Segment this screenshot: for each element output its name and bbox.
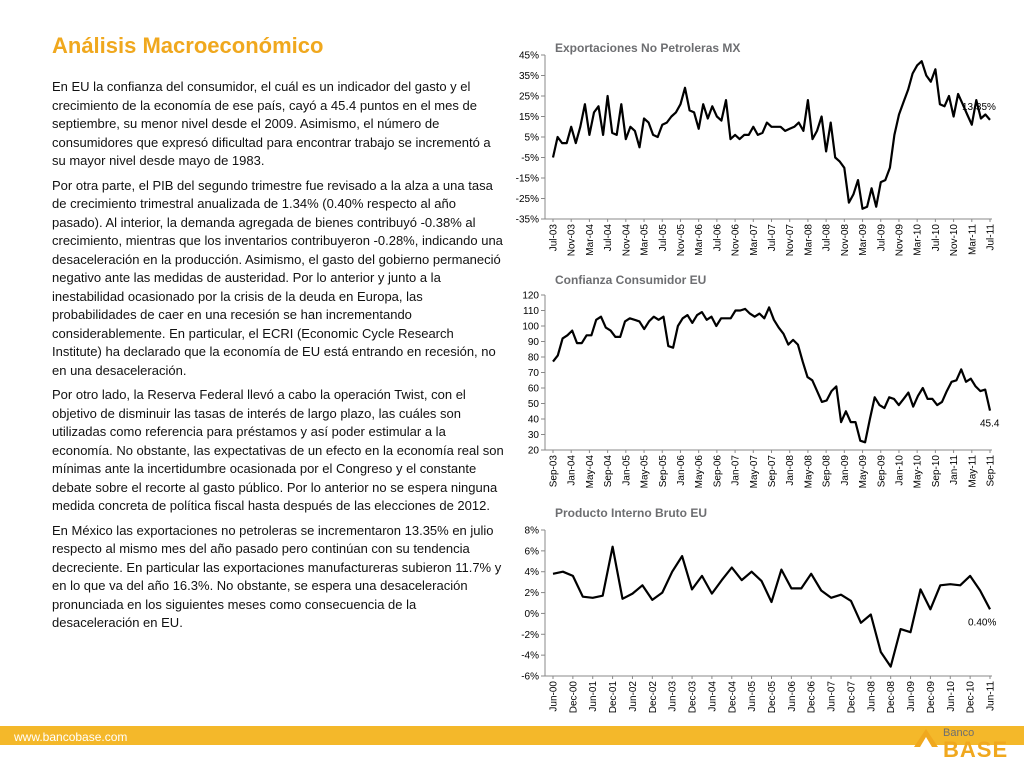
x-tick-label: Jan-07 [730,455,742,486]
x-tick-label: Dec-03 [687,681,699,714]
y-tick-label: 100 [522,321,539,333]
x-tick-label: May-04 [584,455,596,489]
x-tick-label: Sep-07 [767,455,778,488]
chart-title-gdp: Producto Interno Bruto EU [555,506,707,520]
y-tick-label: 120 [522,290,539,302]
x-tick-label: Mar-09 [858,224,870,256]
x-tick-label: Jul-04 [603,224,615,252]
y-tick-label: -5% [521,153,539,164]
x-tick-label: Mar-08 [803,224,815,256]
paragraph-gdp: Por otra parte, el PIB del segundo trimestre fue revisado a la alza a una tasa de crecimiento trimestral anualizada de 1.34% (0.40% respecto al año pasado). Al interior, la demanda agregada de bienes contribuyó -0.38% al crecimiento, mientras que los inventarios contribuyeron -0.28%, indicando una desaceleración en la producción. Asimismo, el gasto del gobierno permaneció negativo ante las medidas de austeridad. Por lo anterior y junto a la inestabilidad ocasionado por la crisis de la deuda en Europa, las probabilidades de caer en una recesión se han incrementando considerablemente. En particular, el ECRI (Economic Cycle Research Institute) ha declarado que la economía de EU está entrando en recesión, no en una desaceleración. [52,177,503,378]
x-tick-label: Mar-05 [639,224,651,256]
x-tick-label: Jun-03 [667,681,679,712]
x-tick-label: May-07 [748,455,760,489]
x-tick-label: Mar-10 [912,224,924,256]
paragraph-consumer-confidence: En EU la confianza del consumidor, el cuál es un indicador del gasto y el crecimiento de la economía de ese país, cayó a 45.4 puntos en el mes de septiembre, su menor nivel desde el 2009. Asimismo, el número de consumidores que expresó dificultad para encontrar trabajo se incrementó a su mayor nivel desde mayo de 1983. [52,79,491,168]
y-tick-label: 30 [527,430,539,441]
x-tick-label: Jul-11 [985,224,997,251]
end-value-label: 13.35% [962,101,996,113]
y-tick-label: -2% [521,629,539,641]
x-tick-label: Jan-09 [839,455,851,486]
x-tick-label: Jun-11 [985,681,997,711]
x-tick-label: Jun-01 [588,681,600,712]
x-tick-label: Jan-05 [621,455,633,486]
x-tick-label: Jul-08 [821,224,833,252]
x-tick-label: Dec-02 [647,681,659,714]
x-tick-label: Jun-08 [866,681,878,712]
x-tick-label: Sep-08 [821,455,833,488]
x-tick-label: Jan-10 [894,455,906,486]
footer-url[interactable]: www.bancobase.com [14,730,128,744]
y-tick-label: 4% [524,567,539,579]
x-tick-label: Jul-03 [548,224,560,252]
x-tick-label: Jun-05 [747,681,759,712]
y-tick-label: -25% [515,194,539,205]
x-tick-label: May-09 [858,455,870,489]
x-tick-label: Jan-11 [949,455,961,485]
x-tick-label: Jun-10 [945,681,957,712]
end-value-label: 0.40% [968,617,997,629]
y-tick-label: 6% [524,546,539,558]
x-tick-label: Jul-10 [930,224,942,252]
x-tick-label: Dec-01 [608,681,620,714]
y-tick-label: 5% [524,132,539,144]
x-tick-label: Mar-11 [967,224,979,255]
x-tick-label: Nov-03 [566,224,578,257]
x-tick-label: Dec-08 [886,681,898,714]
footer-bar [0,726,1024,745]
end-value-label: 45.4 [980,418,1000,430]
x-tick-label: May-08 [803,455,815,489]
y-tick-label: -35% [515,214,539,226]
x-tick-label: Mar-04 [584,224,596,256]
x-tick-label: Dec-09 [925,681,937,714]
x-tick-label: Sep-09 [876,455,888,488]
x-tick-label: Nov-04 [621,224,633,257]
x-tick-label: Sep-05 [657,455,669,488]
y-tick-label: 15% [518,112,539,123]
x-tick-label: Nov-10 [949,224,961,257]
logo-text-base: BASE [943,737,1009,762]
x-tick-label: Mar-07 [748,224,760,256]
x-tick-label: Sep-06 [712,455,724,488]
y-tick-label: 20 [527,445,539,457]
x-tick-label: Sep-04 [603,455,615,488]
y-tick-label: 80 [527,352,539,364]
y-tick-label: 45% [518,50,539,62]
y-tick-label: 90 [527,337,539,348]
y-tick-label: 25% [518,91,539,103]
x-tick-label: Dec-04 [727,681,739,714]
x-tick-label: Dec-10 [965,681,977,714]
logo-text-banco: Banco [943,727,975,739]
y-tick-label: 2% [524,588,539,600]
y-tick-label: 0% [524,608,539,620]
banco-base-logo-icon [912,727,940,749]
x-tick-label: Jun-04 [707,681,719,712]
y-tick-label: 35% [518,71,539,82]
x-tick-label: Jun-00 [548,681,560,712]
x-tick-label: Mar-06 [694,224,706,256]
x-tick-label: Nov-08 [839,224,851,257]
x-tick-label: Sep-10 [930,455,942,488]
y-tick-label: 50 [527,399,539,410]
y-tick-label: 40 [527,414,539,426]
paragraph-fed-twist: Por otro lado, la Reserva Federal llevó a cabo la operación Twist, con el objetivo de disminuir las tasas de interés de largo plazo, las cuáles son utilizadas como referencia para préstamos y así poder estimular a la economía. No obstante, las expectativas de un efecto en la economía real son mínimas ante la incertidumbre ocasionada por el Congreso y el constante debate sobre el recorte al gasto público. Por lo anterior no se espera ninguna medida concreta de política fiscal hasta después de las elecciones de 2012. [52,387,504,513]
x-tick-label: Nov-07 [785,224,797,257]
x-tick-label: Dec-00 [568,681,580,714]
x-tick-label: May-05 [639,455,651,489]
y-tick-label: 8% [524,525,539,537]
x-tick-label: Nov-09 [894,224,906,257]
y-tick-label: 60 [527,383,539,395]
y-tick-label: -4% [521,650,539,662]
x-tick-label: Jul-07 [767,224,778,252]
x-tick-label: May-11 [967,455,979,488]
x-tick-label: Dec-05 [767,681,778,714]
y-tick-label: -6% [521,671,539,683]
x-tick-label: Nov-06 [730,224,742,257]
series-line [553,547,990,667]
chart-title-consumer-confidence: Confianza Consumidor EU [555,273,707,287]
x-tick-label: Nov-05 [675,224,687,257]
x-tick-label: Jul-06 [712,224,724,252]
x-tick-label: Jun-09 [906,681,918,712]
x-tick-label: Jan-04 [566,455,578,486]
chart-title-exports: Exportaciones No Petroleras MX [555,41,741,55]
x-tick-label: Jul-05 [657,224,669,252]
x-tick-label: May-06 [694,455,706,489]
x-tick-label: May-10 [912,455,924,489]
y-tick-label: 110 [523,306,539,317]
x-tick-label: Jun-02 [627,681,639,712]
x-tick-label: Jan-06 [675,455,687,486]
x-tick-label: Sep-11 [985,455,997,487]
y-tick-label: 70 [527,368,539,379]
x-tick-label: Dec-06 [806,681,818,714]
paragraph-mexico-exports: En México las exportaciones no petroleras se incrementaron 13.35% en julio respecto al mismo mes del año pasado pero continúan con su tendencia decreciente. En particular las exportaciones manufactureras subieron 11.7% y en lo que va del año 16.3%. No obstante, se espera una desaceleración pronunciada en los siguientes meses como consecuencia de la desaceleración en EU. [52,522,502,630]
x-tick-label: Jul-09 [876,224,888,252]
x-tick-label: Dec-07 [846,681,858,714]
x-tick-label: Jun-06 [786,681,798,712]
page-title: Análisis Macroeconómico [52,33,324,58]
x-tick-label: Jun-07 [826,681,838,712]
y-tick-label: -15% [515,173,539,185]
x-tick-label: Jan-08 [785,455,797,486]
x-tick-label: Sep-03 [548,455,560,488]
